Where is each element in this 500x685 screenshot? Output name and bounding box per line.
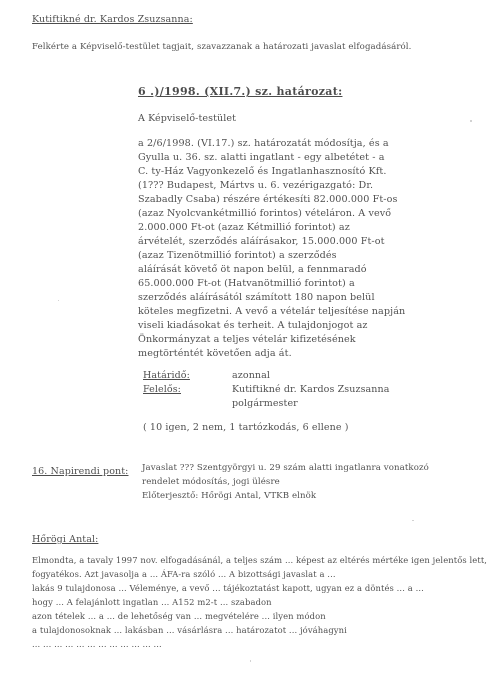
body-line: (1??? Budapest, Mártvs u. 6. vezérigazgató: Dr. xyxy=(138,180,374,191)
intro-sentence: Felkérte a Képviselő-testület tagjait, szavazzanak a határozati javaslat elfogadásáról. xyxy=(32,42,412,52)
agenda-label: 16. Napirendi pont: xyxy=(32,466,129,477)
scan-speckle xyxy=(412,520,414,521)
body-line: a 2/6/1998. (VI.17.) sz. határozatát módosítja, és a xyxy=(138,138,389,149)
speaker-name: Hőrögi Antal: xyxy=(32,534,99,545)
paragraph-line: a tulajdonosoknak ... lakásban ... vásárlásra ... határozatot ... jóváhagyni xyxy=(32,625,347,635)
body-line: (azaz Tizenötmillió forintot) a szerződés xyxy=(138,250,337,261)
body-line: 2.000.000 Ft-ot (azaz Kétmillió forintot) az xyxy=(138,222,350,233)
paragraph-line: hogy ... A felajánlott ingatlan ... A152 m2-t ... szabadon xyxy=(32,597,272,607)
responsible-name: Kutiftikné dr. Kardos Zsuzsanna xyxy=(232,384,390,395)
speaker-heading: Kutiftikné dr. Kardos Zsuzsanna: xyxy=(32,14,193,25)
paragraph-line: azon tételek ... a ... de lehetőség van ... megvételére ... ilyen módon xyxy=(32,611,326,621)
body-line: Gyulla u. 36. sz. alatti ingatlant - egy albetétet - a xyxy=(138,152,385,163)
responsible-label: Felelős: xyxy=(143,384,181,395)
vote-result: ( 10 igen, 2 nem, 1 tartózkodás, 6 ellene ) xyxy=(143,422,349,433)
deadline-value: azonnal xyxy=(232,370,271,381)
agenda-line: Javaslat ??? Szentgyörgyi u. 29 szám alatti ingatlanra vonatkozó xyxy=(142,463,429,473)
body-line: Szabadly Csaba) részére értékesíti 82.000.000 Ft-os xyxy=(138,194,398,205)
body-line: Önkormányzat a teljes vételár kifizetésének xyxy=(138,334,356,345)
body-line: megtörténtét követően adja át. xyxy=(138,348,292,359)
paragraph-line: ... ... ... ... ... ... ... ... ... ... ... ... xyxy=(32,639,162,649)
agenda-presenter: Előterjesztő: Hőrögi Antal, VTKB elnök xyxy=(142,491,317,501)
body-line: árvételét, szerződés aláírásakor, 15.000.000 Ft-ot xyxy=(138,236,385,247)
scan-speckle xyxy=(250,660,251,662)
scan-speckle xyxy=(470,120,472,122)
resolution-addressee: A Képviselő-testület xyxy=(138,113,237,124)
paragraph-line: Elmondta, a tavaly 1997 nov. elfogadásánál, a teljes szám ... képest az eltérés mértéke igen jelentős lett, xyxy=(32,555,488,565)
body-line: köteles megfizetni. A vevő a vételár teljesítése napján xyxy=(138,306,406,317)
body-line: aláírását követő öt napon belül, a fennmaradó xyxy=(138,264,367,275)
body-line: (azaz Nyolcvankétmillió forintos) vételáron. A vevő xyxy=(138,208,392,219)
body-line: viseli kiadásokat és terheit. A tulajdonjogot az xyxy=(138,320,368,331)
body-line: szerződés aláírásától számított 180 napon belül xyxy=(138,292,375,303)
responsible-title: polgármester xyxy=(232,398,298,409)
paragraph-line: lakás 9 tulajdonosa ... Véleménye, a vevő ... tájékoztatást kapott, ugyan ez a döntés ... a ... xyxy=(32,583,424,593)
scan-speckle xyxy=(58,300,59,301)
resolution-number: 6 .)/1998. (XII.7.) sz. határozat: xyxy=(138,85,343,98)
agenda-line: rendelet módosítás, jogi ülésre xyxy=(142,477,280,487)
body-line: C. ty-Ház Vagyonkezelő és Ingatlanhasznosító Kft. xyxy=(138,166,387,177)
paragraph-line: fogyatékos. Azt javasolja a ... ÁFA-ra szóló ... A bizottsági javaslat a ... xyxy=(32,569,336,579)
deadline-label: Határidő: xyxy=(143,370,190,381)
body-line: 65.000.000 Ft-ot (Hatvanötmillió forintot) a xyxy=(138,278,355,289)
